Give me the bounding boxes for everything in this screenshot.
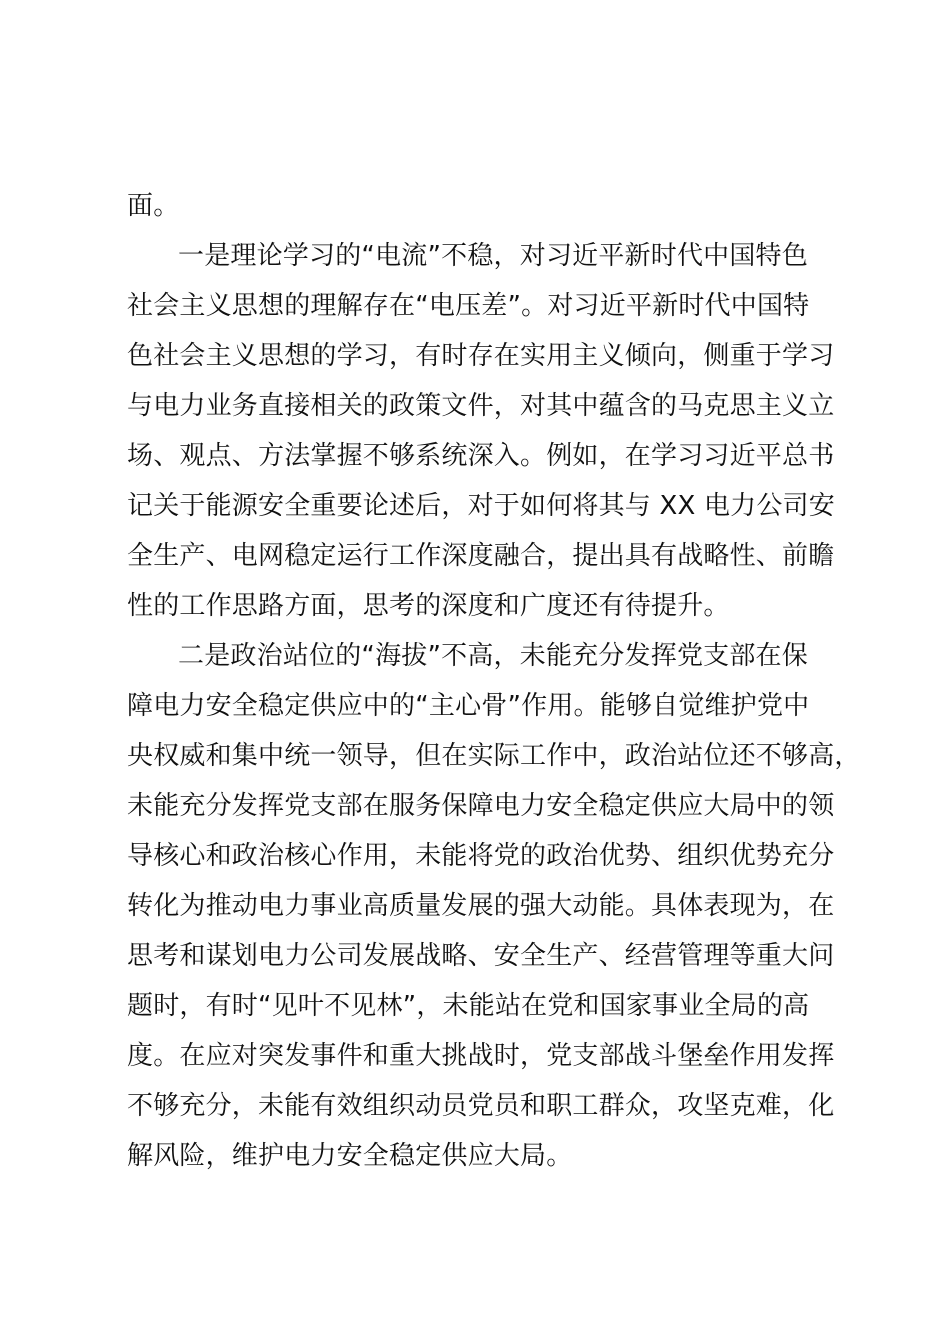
text-line: 央权威和集中统一领导，但在实际工作中，政治站位还不够高， [127, 741, 861, 771]
text-line: 障电力安全稳定供应中的“主心骨”作用。能够自觉维护党中 [127, 691, 810, 721]
text-line: 未能充分发挥党支部在服务保障电力安全稳定供应大局中的领 [127, 791, 835, 821]
text-line: 场、观点、方法掌握不够系统深入。例如，在学习习近平总书 [127, 441, 835, 471]
text-line: 全生产、电网稳定运行工作深度融合，提出具有战略性、前瞻 [127, 541, 835, 571]
text-line: 社会主义思想的理解存在“电压差”。对习近平新时代中国特 [127, 291, 810, 321]
text-line: 色社会主义思想的学习，有时存在实用主义倾向，侧重于学习 [127, 341, 835, 371]
text-line: 思考和谋划电力公司发展战略、安全生产、经营管理等重大问 [127, 941, 835, 971]
text-line: 转化为推动电力事业高质量发展的强大动能。具体表现为，在 [127, 891, 835, 921]
text-line: 导核心和政治核心作用，未能将党的政治优势、组织优势充分 [127, 841, 835, 871]
text-line: 面。 [127, 191, 180, 221]
text-line: 题时，有时“见叶不见林”，未能站在党和国家事业全局的高 [127, 991, 810, 1021]
text-line: 与电力业务直接相关的政策文件，对其中蕴含的马克思主义立 [127, 391, 835, 421]
text-line: 度。在应对突发事件和重大挑战时，党支部战斗堡垒作用发挥 [127, 1041, 835, 1071]
text-line: 不够充分，未能有效组织动员党员和职工群众，攻坚克难，化 [127, 1091, 835, 1121]
text-line: 性的工作思路方面，思考的深度和广度还有待提升。 [127, 591, 730, 621]
text-line: 记关于能源安全重要论述后，对于如何将其与 XX 电力公司安 [127, 491, 835, 521]
text-line: 解风险，维护电力安全稳定供应大局。 [127, 1141, 573, 1171]
paragraph-one-first-line: 一是理论学习的“电流”不稳，对习近平新时代中国特色 [178, 241, 808, 271]
paragraph-two-first-line: 二是政治站位的“海拔”不高，未能充分发挥党支部在保 [178, 641, 808, 671]
